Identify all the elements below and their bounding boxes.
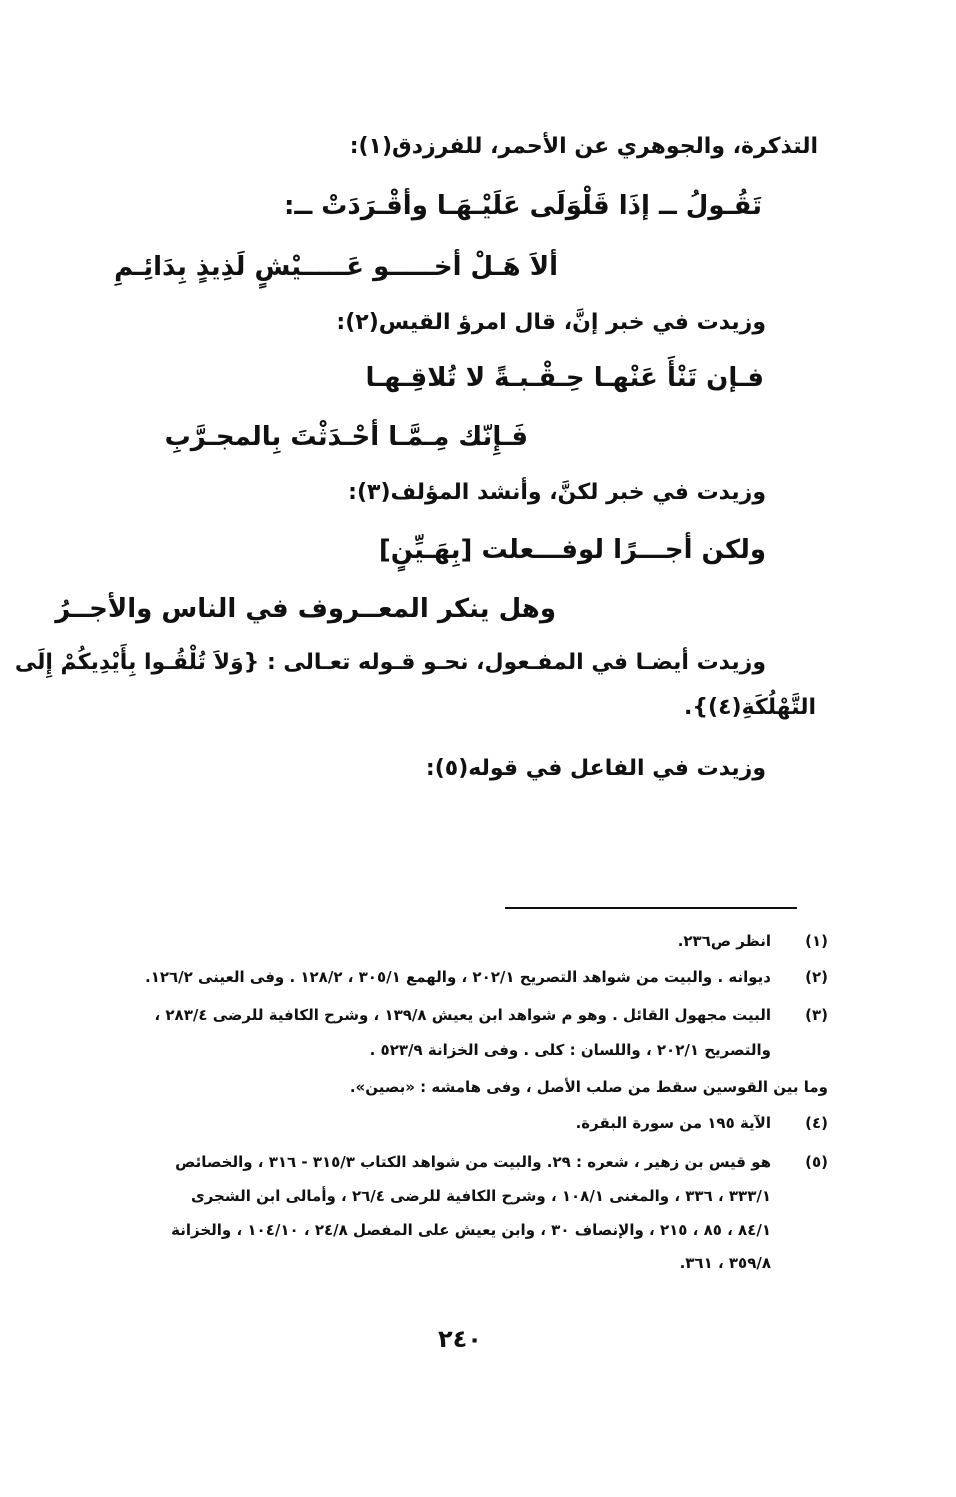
footnote-line: ديوانه . والبيت من شواهد التصريح ٢٠٢/١ ، والهمع ٣٠٥/١ ، ١٢٨/٢ . وفى العينى ١٢٦/٢. — [144, 968, 771, 986]
verse-line: ولكن أجـــرًا لوفـــعلت [بِهَـيِّنٍ] — [378, 535, 766, 565]
text-line: التَّهْلُكَةِ(٤)}. — [684, 695, 816, 720]
footnote-number: (١) — [805, 932, 828, 950]
footnote-line: ٣٣٣/١ ، ٣٣٦ ، والمغنى ١٠٨/١ ، وشرح الكافية للرضى ٢٦/٤ ، وأمالى ابن الشجرى — [190, 1187, 771, 1205]
verse-line: ألاَ هَـلْ أخـــــو عَـــــيْشٍ لَذِيذٍ بِدَائِـمِ — [114, 252, 558, 282]
footnote-line: انظر ص٢٣٦. — [677, 932, 771, 950]
footnote-number: (٣) — [805, 1006, 828, 1024]
verse-line: تَقُـولُ ــ إذَا قَلْوَلَى عَلَيْـهَـا وأقْـرَدَتْ ــ: — [284, 191, 762, 221]
text-line: وزيدت في خبر إنَّ، قال امرؤ القيس(٢): — [336, 310, 766, 335]
verse-line: وهل ينكر المعــروف في الناس والأجــرُ — [55, 594, 556, 624]
text-line: وزيدت في الفاعل في قوله(٥): — [425, 756, 766, 781]
footnote-line: هو قيس بن زهير ، شعره : ٢٩. والبيت من شواهد الكتاب ٣١٥/٣ - ٣١٦ ، والخصائص — [175, 1153, 771, 1171]
footnote-line: البيت مجهول القائل . وهو م شواهد ابن يعيش ١٣٩/٨ ، وشرح الكافية للرضى ٢٨٣/٤ ، — [154, 1006, 771, 1024]
footnote-line: والتصريح ٢٠٢/١ ، واللسان : كلى . وفى الخزانة ٥٢٣/٩ . — [369, 1041, 771, 1059]
footnote-divider — [505, 907, 797, 909]
footnote-line: الآية ١٩٥ من سورة البقرة. — [575, 1114, 771, 1132]
text-line: وزيدت أيضـا في المفـعول، نحـو قـوله تعـالى : {وَلاَ تُلْقُـوا بِأَيْدِيكُمْ إِلَى — [14, 650, 766, 675]
page-number: ٢٤٠ — [438, 1325, 482, 1353]
footnote-line: ٨٤/١ ، ٨٥ ، ٢١٥ ، والإنصاف ٣٠ ، وابن يعيش على المفصل ٢٤/٨ ، ١٠٤/١٠ ، والخزانة — [171, 1221, 771, 1239]
footnote-number: (٢) — [805, 968, 828, 986]
verse-line: فَـإِنّك مِـمَّـا أحْـدَثْتَ بِالمجـرَّبِ — [164, 422, 528, 452]
footnote-line: وما بين القوسين سقط من صلب الأصل ، وفى هامشه : «بصين». — [349, 1078, 828, 1096]
footnote-line: ٣٥٩/٨ ، ٣٦١. — [679, 1254, 771, 1272]
text-line: التذكرة، والجوهري عن الأحمر، للفرزدق(١): — [349, 134, 818, 159]
footnote-number: (٤) — [805, 1114, 828, 1132]
text-line: وزيدت في خبر لكنَّ، وأنشد المؤلف(٣): — [348, 480, 766, 505]
verse-line: فـإن تَنْأَ عَنْهـا حِـقْـبـةً لا تُلاقِـهـا — [365, 363, 764, 393]
footnote-number: (٥) — [805, 1153, 828, 1171]
